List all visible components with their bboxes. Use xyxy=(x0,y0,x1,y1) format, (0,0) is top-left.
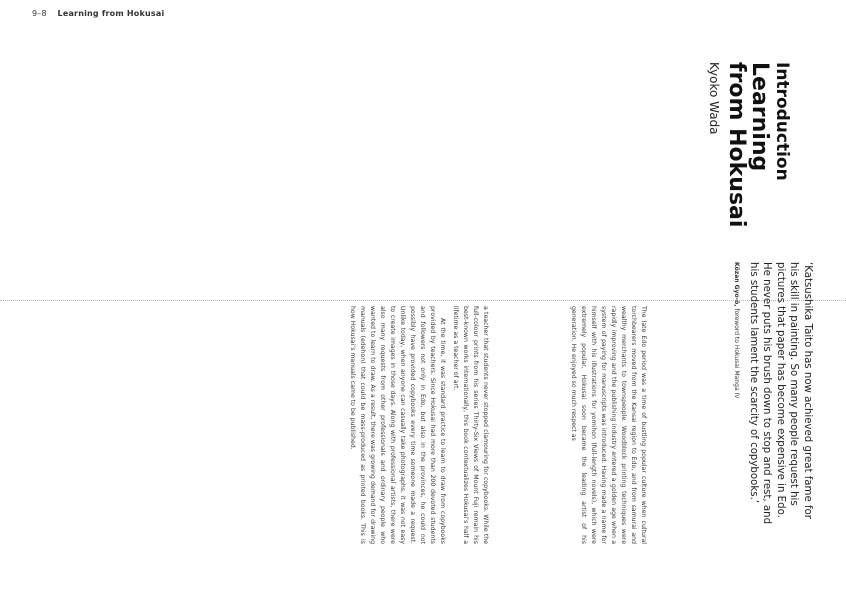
attribution-name: Kōzan Gyo-ō, xyxy=(733,262,741,307)
body-paragraph-2: At the time, it was standard practice to learn to draw from copybooks provided by teachers. Since Hokusai had more than 200 devoted students and followers not only in Edo, but also in the provinces, he could not possibly have provided copybooks every time someone made a request. Unlike today, when anyone can casually take photographs, it was not easy to create images in those days. Along with professional artists, there were also many requests from other professionals and ordinary people who wanted to learn to draw. As a result, there was growing demand for drawing manuals (edehon) that could be mass-produced as printed books. This is how Hokusai’s manuals came to be published. xyxy=(349,306,446,544)
body-column-right xyxy=(347,306,490,544)
quote-attribution xyxy=(733,262,741,532)
author-name: Kyoko Wada xyxy=(707,62,721,135)
body-column-left xyxy=(568,306,648,544)
page-number: 9–8 xyxy=(32,9,47,18)
body-paragraph-1: The late Edo period was a time of bustling popular culture when cultural torchbearers moved from the Kansai region to Edo, and from samurai and wealthy merchants to townspeople. Woodblock printing techniques were rapidly improving and the publishing industry entered a golden age when a system of paying for manuscripts was introduced. Having made a name for himself with his illustrations for yomihon (full-length novels), which were extremely popular, Hokusai soon became the leading artist of his generation. He enjoyed so much respect as xyxy=(570,306,647,544)
title-learning: Learning xyxy=(747,62,772,172)
title-introduction: Introduction xyxy=(772,62,792,181)
title-from-hokusai: from Hokusai xyxy=(724,62,749,228)
quote-block xyxy=(733,262,815,532)
attribution-source: foreword to Hokusai Manga IV xyxy=(733,308,741,399)
epigraph-quote: ‘Katsushika Taito has now achieved great fame for his skill in painting. So many people request his pictures that paper has become expensive in Edo. He never puts his brush down to stop and rest, and his students lament the scarcity of copybooks.’ xyxy=(748,262,813,525)
body-paragraph-1-continued: a teacher that students never stopped clamouring for copybooks. While the full-colour prints from his series Thirty-Six Views of Mount Fuji remain his best-known works internationally, this book contextualizes Hokusai’s half a lifetime as a teacher of art. xyxy=(452,306,489,544)
running-title: Learning from Hokusai xyxy=(57,9,165,18)
